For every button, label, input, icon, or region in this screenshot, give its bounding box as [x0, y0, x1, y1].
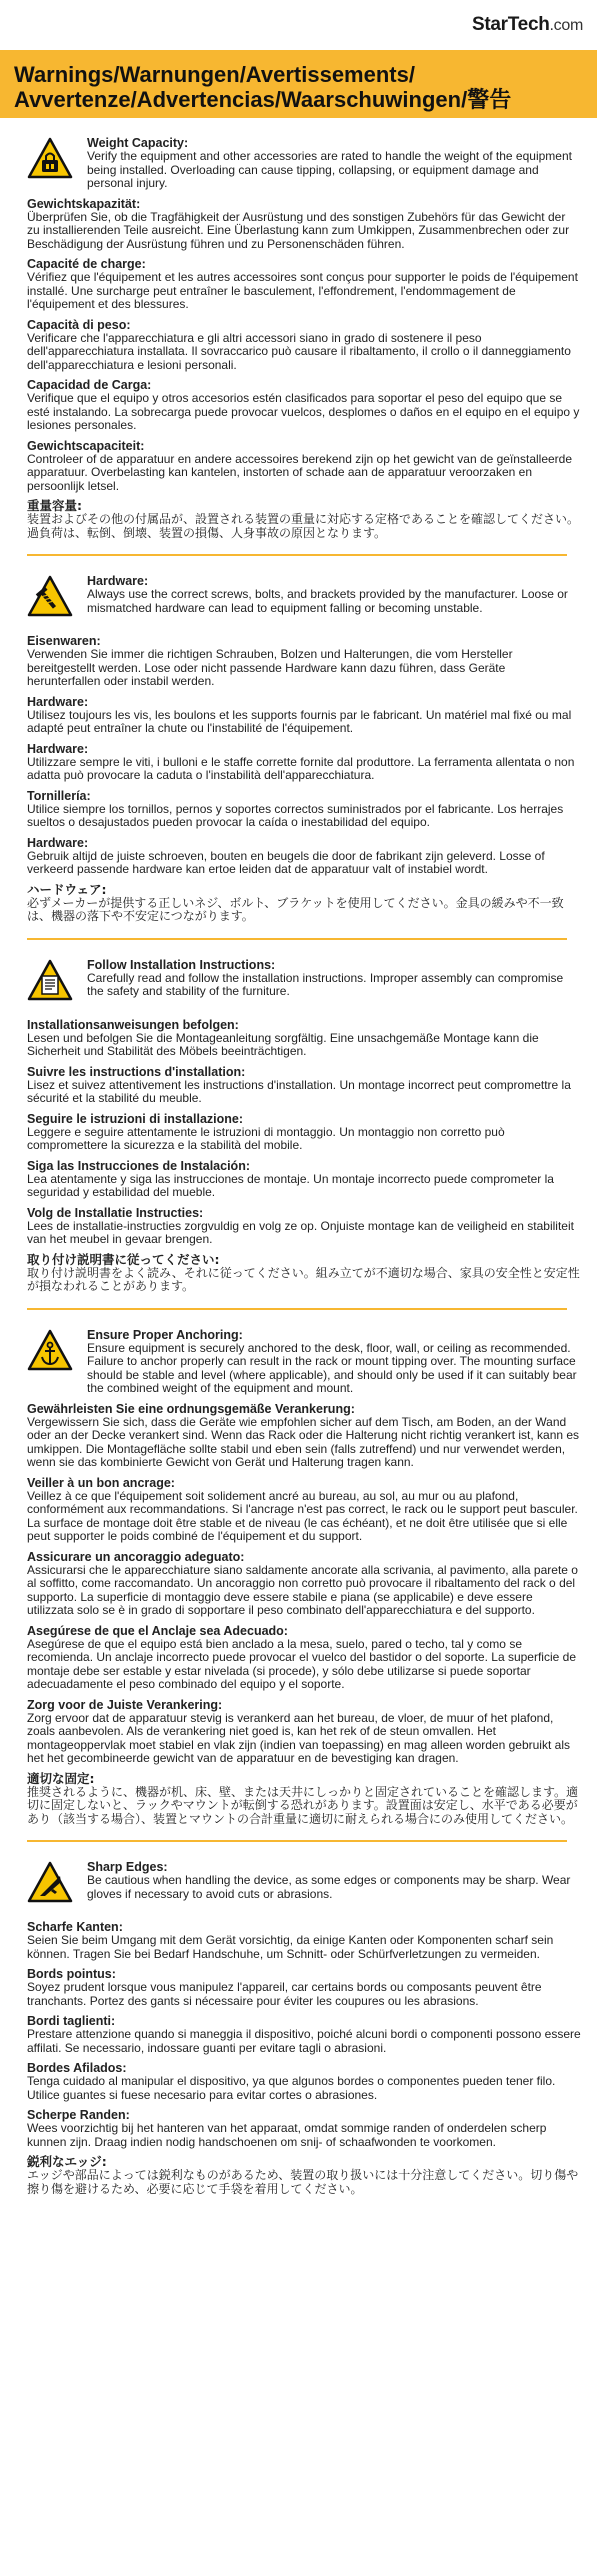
translation-block — [27, 2014, 581, 2055]
banner-title-line-1: Warnings/Warnungen/Avertissements/ — [14, 62, 415, 87]
translation-block — [27, 2108, 581, 2149]
warning-text: Verify the equipment and other accessories are rated to handle the weight of the equipment being installed. Overloading can cause tipping, collapsing, or equipment damage and personal injury. — [87, 149, 572, 190]
translation-text: Verificare che l'apparecchiatura e gli altri accessori siano in grado di sostenere il peso dell'apparecchiatura installata. Il sovraccarico può causare il ribaltamento, il crollo o il danneggiamento dell'apparecchiatura e lesioni personali. — [27, 330, 571, 372]
translation-text: Überprüfen Sie, ob die Tragfähigkeit der Ausrüstung und des sonstigen Zubehörs für das Gewicht der zu installierenden Teile ausreicht. Eine Überlastung kann zum Umkippen, Zusammenbrechen oder zur Beschädigung der Ausrüstung führen und zu Personenschäden führen. — [27, 209, 570, 251]
warnings-banner — [0, 50, 597, 118]
translation-title: Hardware: — [27, 694, 89, 709]
translation-text: Controleer of de apparatuur en andere accessoires berekend zijn op het gewicht van de geïnstalleerde apparatuur. Overbelasting kan kantelen, instorten of schade aan de apparatuur veroorzaken en persoonlijk letsel. — [27, 451, 573, 493]
translation-block — [27, 378, 581, 433]
warning-section — [27, 940, 581, 1310]
translation-block — [27, 789, 581, 830]
translation-text: 推奨されるように、機器が机、床、壁、または天井にしっかりと固定されていることを確認します。適切に固定しないと、ラックやマウントが転倒する恐れがあります。設置面は安定し、水平である必要があり（該当する場合）、装置とマウントの合計重量に適切に耐えられる場合にのみ使用してください。 — [27, 1784, 579, 1826]
translation-text: エッジや部品によっては鋭利なものがあるため、装置の取り扱いには十分注意してください。切り傷や擦り傷を避けるため、必要に応じて手袋を着用してください。 — [27, 2168, 579, 2196]
translation-text: Lees de installatie-instructies zorgvuldig en volg ze op. Onjuiste montage kan de veiligheid en stabiliteit van het meubel in gevaar brengen. — [27, 1218, 574, 1246]
translation-text: Zorg ervoor dat de apparatuur stevig is verankerd aan het bureau, de vloer, de muur of het plafond, zoals aanbevolen. Als de verankering niet goed is, kan het rek of de steun omvallen. Het montageoppervlak moet stabiel en vlak zijn (indien van toepassing) en mag alleen worden gebruikt als het het gecombineerde gewicht van de apparatuur en de bevestiging kan dragen. — [27, 1710, 570, 1765]
translation-text: 装置およびその他の付属品が、設置される装置の重量に対応する定格であることを確認してください。過負荷は、転倒、倒壊、装置の損傷、人身事故の原因となります。 — [27, 512, 580, 540]
translation-text: Utilisez toujours les vis, les boulons et les supports fournis par le fabricant. Un matériel mal fixé ou mal adapté peut entraîner la chute ou l'instabilité de l'équipement. — [27, 707, 572, 735]
warning-text: Always use the correct screws, bolts, and brackets provided by the manufacturer. Loose or mismatched hardware can lead to equipment falling or becoming unstable. — [87, 587, 568, 615]
translation-title: Hardware: — [27, 741, 89, 756]
translation-text: Soyez prudent lorsque vous manipulez l'appareil, car certains bords ou composants peuvent être tranchants. Portez des gants si nécessaire pour éviter les coupures ou les abrasions. — [27, 1980, 542, 2008]
translation-title: Gewichtskapazität: — [27, 196, 141, 211]
translation-title: Capacidad de Carga: — [27, 378, 152, 392]
translation-block — [27, 318, 581, 373]
translation-text: 取り付け説明書をよく読み、それに従ってください。組み立てが不適切な場合、家具の安全性と安定性が損なわれることがあります。 — [27, 1265, 580, 1293]
translation-text: Utilice siempre los tornillos, pernos y soportes correctos suministrados por el fabricante. Los herrajes sueltos o desajustados pueden provocar la caída o inestabilidad del equipo. — [27, 801, 564, 829]
warning-title: Follow Installation Instructions: — [87, 957, 276, 972]
header-bar — [0, 0, 597, 50]
translation-text: Veillez à ce que l'équipement soit solidement ancré au bureau, au sol, au mur ou au plafond, conformément aux recommandations. Si l'ancrage n'est pas correct, le rack ou le support peut basculer. La surface de montage doit être stable et de niveau (le cas échéant), et ne doit être utilisée que si elle peut supporter le poids combiné de l'équipement et du support. — [27, 1488, 578, 1543]
translation-block — [27, 1018, 581, 1059]
warning-title: Sharp Edges: — [87, 1860, 168, 1874]
anchoring-warning-icon — [27, 1328, 73, 1374]
translation-block — [27, 1550, 581, 1618]
translation-title: Assicurare un ancoraggio adeguato: — [27, 1549, 245, 1564]
translation-text: Utilizzare sempre le viti, i bulloni e le staffe corrette fornite dal produttore. La ferramenta allentata o non adatta può provocare la caduta o l'instabilità dell'apparecchiatura. — [27, 754, 575, 782]
warning-heading — [27, 1328, 581, 1396]
weight-capacity-warning-icon — [27, 136, 73, 182]
translation-text: Prestare attenzione quando si maneggia il dispositivo, poiché alcuni bordi o componenti possono essere affilati. Se necessario, indossare guanti per evitare tagli o abrasioni. — [27, 2027, 581, 2055]
warning-section — [27, 1842, 581, 2196]
translation-title: Gewichtscapaciteit: — [27, 438, 145, 453]
translation-text: Lesen und befolgen Sie die Montageanleitung sorgfältig. Eine unsachgemäße Montage kann die Sicherheit und Stabilität des Möbels beeinträchtigen. — [27, 1030, 539, 1058]
warning-heading — [27, 574, 581, 628]
translation-title: Eisenwaren: — [27, 634, 101, 648]
translation-block — [27, 1112, 581, 1153]
translation-text: Gebruik altijd de juiste schroeven, bouten en beugels die door de fabrikant zijn geleverd. Losse of verkeerd passende hardware kan ertoe leiden dat de apparatuur valt of instabiel wordt. — [27, 848, 545, 876]
translation-block — [27, 695, 581, 736]
translation-title: Scharfe Kanten: — [27, 1920, 123, 1934]
translation-block — [27, 634, 581, 689]
translation-block — [27, 836, 581, 877]
warning-text: Carefully read and follow the installation instructions. Improper assembly can compromise the safety and stability of the furniture. — [87, 970, 564, 998]
translation-title: 取り付け説明書に従ってください: — [27, 1251, 220, 1267]
translation-text: Seien Sie beim Umgang mit dem Gerät vorsichtig, da einige Kanten oder Komponenten scharf sein können. Tragen Sie bei Bedarf Handschuhe, um Schnitt- oder Schürfverletzungen zu vermeiden. — [27, 1933, 554, 1961]
warning-section — [27, 556, 581, 940]
warning-title: Weight Capacity: — [87, 136, 189, 150]
translation-title: 重量容量: — [27, 498, 82, 513]
startech-logo: StarTech.com — [472, 14, 583, 35]
translation-text: Leggere e seguire attentamente le istruzioni di montaggio. Un montaggio non corretto può compromettere la sicurezza e la stabilità del mobile. — [27, 1124, 505, 1152]
warning-title: Ensure Proper Anchoring: — [87, 1327, 243, 1342]
translation-block — [27, 1402, 581, 1470]
translation-title: Bordi taglienti: — [27, 2014, 116, 2028]
warning-title: Hardware: — [87, 574, 149, 588]
translation-block — [27, 197, 581, 252]
translation-title: Seguire le istruzioni di installazione: — [27, 1111, 244, 1126]
translation-text: Verwenden Sie immer die richtigen Schrauben, Bolzen und Halterungen, die vom Hersteller bereitgestellt werden. Lose oder nicht passende Hardware kann dazu führen, dass Geräte herunterfallen oder instabil werden. — [27, 647, 513, 688]
translation-text: Vergewissern Sie sich, dass die Geräte wie empfohlen sicher auf dem Tisch, am Boden, an der Wand oder an der Decke verankert sind. Wenn das Rack oder die Halterung nicht richtig verankert ist, kann es umkippen. Die Montagefläche sollte stabil und eben sein (falls zutreffend) und nur verwendet werden, wenn sie das kombinierte Gewicht von Gerät und Halterung tragen kann. — [27, 1414, 580, 1469]
translation-title: Capacità di peso: — [27, 317, 131, 332]
translation-text: Asegúrese de que el equipo está bien anclado a la mesa, suelo, pared o techo, tal y como se recomienda. Un anclaje incorrecto puede provocar el vuelco del bastidor o del soporte. La superficie de montaje debe ser estable y estar nivelada (si procede), y sólo debe utilizarse si puede soportar adecuadamente el peso combinado del equipo y el soporte. — [27, 1636, 576, 1691]
translation-text: Lisez et suivez attentivement les instructions d'installation. Un montage incorrect peut compromettre la sécurité et la stabilité du meuble. — [27, 1077, 571, 1105]
translation-title: Volg de Installatie Instructies: — [27, 1205, 204, 1220]
translation-title: Zorg voor de Juiste Verankering: — [27, 1697, 223, 1712]
translation-block — [27, 1967, 581, 2008]
translation-block — [27, 1476, 581, 1544]
warning-section — [27, 1310, 581, 1843]
translation-title: Installationsanweisungen befolgen: — [27, 1017, 239, 1032]
translation-block — [27, 1065, 581, 1106]
translation-title: Bordes Afilados: — [27, 2061, 127, 2075]
translation-block — [27, 1624, 581, 1692]
translation-title: Tornillería: — [27, 788, 91, 803]
translation-text: Verifique que el equipo y otros accesorios estén clasificados para soportar el peso del equipo que se esté instalando. La sobrecarga puede provocar vuelcos, desplomes o daños en el equipo en el equipo y lesiones personales. — [27, 391, 580, 432]
translation-text: Assicurarsi che le apparecchiature siano saldamente ancorate alla scrivania, al pavimento, alla parete o al soffitto, come raccomandato. Un ancoraggio non corretto può provocare il ribaltamento del rack o del supporto. La superficie di montaggio deve essere stabile e piana (se applicabile) e deve essere utilizzata solo se è in grado di sopportare il peso combinato dell'apparecchiatura e del supporto. — [27, 1562, 578, 1617]
sharp-edges-warning-icon — [27, 1860, 73, 1906]
translation-title: Hardware: — [27, 835, 89, 850]
translation-title: Capacité de charge: — [27, 257, 146, 271]
translation-title: Asegúrese de que el Anclaje sea Adecuado: — [27, 1623, 288, 1638]
translation-title: Scherpe Randen: — [27, 2108, 130, 2122]
warning-heading — [27, 1860, 581, 1914]
translation-block — [27, 499, 581, 540]
translation-text: Wees voorzichtig bij het hanteren van het apparaat, omdat sommige randen of onderdelen scherp kunnen zijn. Draag indien nodig handschoenen om snij- of schaafwonden te voorkomen. — [27, 2121, 547, 2149]
translation-title: Veiller à un bon ancrage: — [27, 1475, 175, 1490]
banner-title-line-2: Avvertenze/Advertencias/Waarschuwingen/警告 — [14, 87, 512, 112]
translation-block — [27, 1159, 581, 1200]
translation-block — [27, 439, 581, 494]
translation-title: Suivre les instructions d'installation: — [27, 1064, 246, 1079]
translation-block — [27, 1772, 581, 1827]
warning-heading — [27, 958, 581, 1012]
translation-block — [27, 1920, 581, 1961]
warning-heading — [27, 136, 581, 191]
translation-block — [27, 883, 581, 924]
translation-text: Lea atentamente y siga las instrucciones de montaje. Un montaje incorrecto puede comprometer la seguridad y estabilidad del mueble. — [27, 1171, 554, 1199]
translation-block — [27, 1698, 581, 1766]
translation-title: 適切な固定: — [27, 1770, 95, 1786]
translation-title: Bords pointus: — [27, 1967, 116, 1981]
hardware-warning-icon — [27, 574, 73, 620]
translation-block — [27, 2061, 581, 2102]
installation-instructions-icon — [27, 958, 73, 1004]
translation-title: Gewährleisten Sie eine ordnungsgemäße Verankerung: — [27, 1401, 355, 1416]
translation-block — [27, 2155, 581, 2196]
translation-title: 鋭利なエッジ: — [27, 2154, 107, 2169]
translation-block — [27, 1253, 581, 1294]
translation-block — [27, 1206, 581, 1247]
warning-section — [27, 118, 581, 556]
translation-block — [27, 257, 581, 312]
warnings-content — [0, 118, 597, 2196]
translation-text: Tenga cuidado al manipular el dispositivo, ya que algunos bordes o componentes pueden tener filo. Utilice guantes si fuese necesario para evitar cortes o abrasiones. — [27, 2074, 556, 2102]
warning-text: Be cautious when handling the device, as some edges or components may be sharp. Wear gloves if necessary to avoid cuts or abrasions. — [87, 1873, 571, 1901]
translation-title: Siga las Instrucciones de Instalación: — [27, 1158, 250, 1173]
translation-text: Vérifiez que l'équipement et les autres accessoires sont conçus pour supporter le poids de l'équipement installé. Une surcharge peut entraîner le basculement, l'effondrement, l'endommagement de l'équipement et des blessures. — [27, 270, 578, 311]
translation-title: ハードウェア: — [27, 881, 107, 897]
warning-text: Ensure equipment is securely anchored to the desk, floor, wall, or ceiling as recommended. Failure to anchor properly can result in the rack or mount tipping over. The mounting surface should be stable and level (where applicable), and should only be used if it can suitably bear the combined weight of the equipment and mount. — [87, 1340, 577, 1395]
translation-text: 必ずメーカーが提供する正しいネジ、ボルト、ブラケットを使用してください。金具の緩みや不一致は、機器の落下や不安定につながります。 — [27, 895, 564, 923]
translation-block — [27, 742, 581, 783]
